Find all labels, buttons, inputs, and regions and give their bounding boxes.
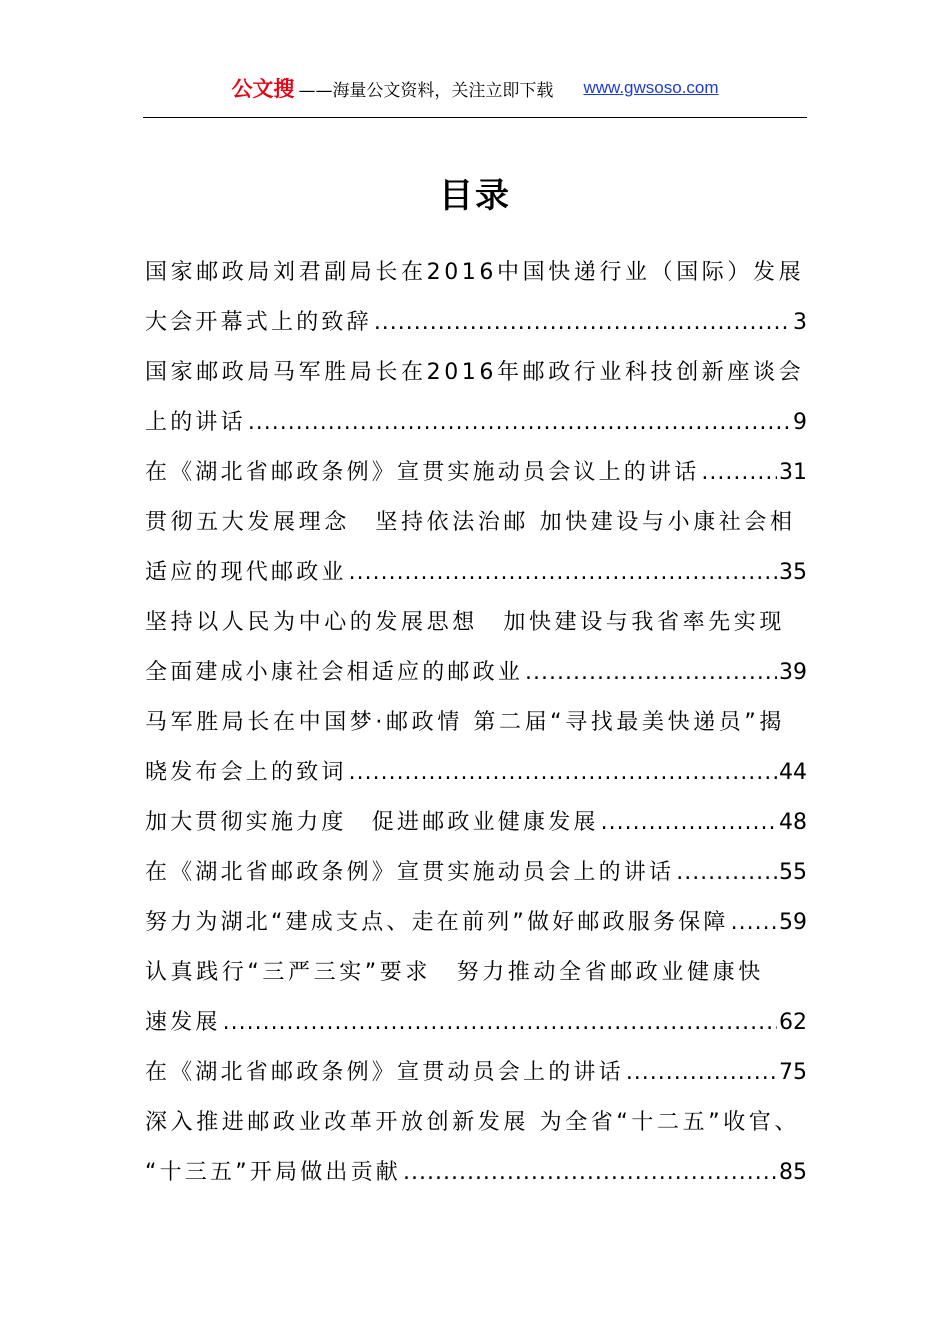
toc-entry-text: 在《湖北省邮政条例》宣贯动员会上的讲话 xyxy=(145,1060,624,1085)
toc-leader-dots xyxy=(403,1148,777,1198)
website-link[interactable]: www.gwsoso.com xyxy=(583,78,719,97)
toc-entry-text: 马军胜局长在中国梦·邮政情 第二届“寻找最美快递员”揭 xyxy=(145,710,785,735)
toc-page-number: 85 xyxy=(779,1160,807,1185)
toc-entry-end[interactable] xyxy=(145,298,807,348)
header-divider xyxy=(143,117,807,118)
toc-entry-end[interactable] xyxy=(145,548,807,598)
toc-entry-text: 深入推进邮政业改革开放创新发展 为全省“十二五”收官、 xyxy=(145,1110,800,1135)
toc-entry-text: 国家邮政局马军胜局长在2016年邮政行业科技创新座谈会 xyxy=(145,360,805,385)
toc-entry-end[interactable] xyxy=(145,1148,807,1198)
toc-line[interactable] xyxy=(145,348,807,398)
toc-page-number: 44 xyxy=(779,760,807,785)
toc-entry-end[interactable] xyxy=(145,898,807,948)
toc-leader-dots xyxy=(601,798,777,848)
page-title: 目录 xyxy=(439,176,511,216)
page-header xyxy=(143,70,807,106)
toc-line[interactable] xyxy=(145,498,807,548)
toc-page-number: 75 xyxy=(779,1060,807,1085)
toc-page-number: 55 xyxy=(779,860,807,885)
brand-logo-text: 公文搜 xyxy=(231,77,295,101)
toc-entry-text: 坚持以人民为中心的发展思想 加快建设与我省率先实现 xyxy=(145,610,786,635)
toc-leader-dots xyxy=(525,648,777,698)
toc-entry-end[interactable] xyxy=(145,748,807,798)
toc-page-number: 59 xyxy=(779,910,807,935)
toc-line[interactable] xyxy=(145,598,807,648)
toc-leader-dots xyxy=(349,748,777,798)
toc-page-number: 48 xyxy=(779,810,807,835)
toc-entry-end[interactable] xyxy=(145,448,807,498)
toc-page-number: 62 xyxy=(779,1010,807,1035)
toc-page-number: 39 xyxy=(779,660,807,685)
toc-entry-text: 加大贯彻实施力度 促进邮政业健康发展 xyxy=(145,810,599,835)
toc-entry-text: 在《湖北省邮政条例》宣贯实施动员会上的讲话 xyxy=(145,860,675,885)
toc-entry-text: 大会开幕式上的致辞 xyxy=(145,310,372,335)
toc-line[interactable] xyxy=(145,1098,807,1148)
toc-leader-dots xyxy=(701,448,777,498)
toc-entry-text: 认真践行“三严三实”要求 努力推动全省邮政业健康快 xyxy=(145,960,764,985)
toc-entry-end[interactable] xyxy=(145,648,807,698)
toc-leader-dots xyxy=(248,398,791,448)
toc-entry-text: 全面建成小康社会相适应的邮政业 xyxy=(145,660,524,685)
toc-entry-end[interactable] xyxy=(145,798,807,848)
toc-leader-dots xyxy=(223,998,777,1048)
toc-page-number: 9 xyxy=(793,410,807,435)
toc-entry-text: 速发展 xyxy=(145,1010,221,1035)
toc-entry-text: 贯彻五大发展理念 坚持依法治邮 加快建设与小康社会相 xyxy=(145,510,796,535)
toc-entry-text: 适应的现代邮政业 xyxy=(145,560,347,585)
toc-leader-dots xyxy=(676,848,777,898)
toc-entry-end[interactable] xyxy=(145,398,807,448)
toc-entry-text: 努力为湖北“建成支点、走在前列”做好邮政服务保障 xyxy=(145,910,729,935)
toc-page-number: 3 xyxy=(793,310,807,335)
toc-line[interactable] xyxy=(145,698,807,748)
toc-page-number: 35 xyxy=(779,560,807,585)
toc-entry-text: 上的讲话 xyxy=(145,410,246,435)
toc-entry-text: “十三五”开局做出贡献 xyxy=(145,1160,401,1185)
toc-entry-text: 国家邮政局刘君副局长在2016中国快递行业（国际）发展 xyxy=(145,260,805,285)
header-slogan: ——海量公文资料，关注立即下载 xyxy=(298,80,554,101)
toc-entry-text: 在《湖北省邮政条例》宣贯实施动员会议上的讲话 xyxy=(145,460,700,485)
toc-line[interactable] xyxy=(145,248,807,298)
toc-line[interactable] xyxy=(145,948,807,998)
toc-leader-dots xyxy=(374,298,791,348)
toc-entry-end[interactable] xyxy=(145,998,807,1048)
toc-entry-text: 晓发布会上的致词 xyxy=(145,760,347,785)
toc-page-number: 31 xyxy=(779,460,807,485)
toc-entry-end[interactable] xyxy=(145,848,807,898)
toc-leader-dots xyxy=(731,898,777,948)
toc-leader-dots xyxy=(626,1048,777,1098)
table-of-contents xyxy=(145,248,807,1198)
toc-entry-end[interactable] xyxy=(145,1048,807,1098)
toc-leader-dots xyxy=(349,548,777,598)
